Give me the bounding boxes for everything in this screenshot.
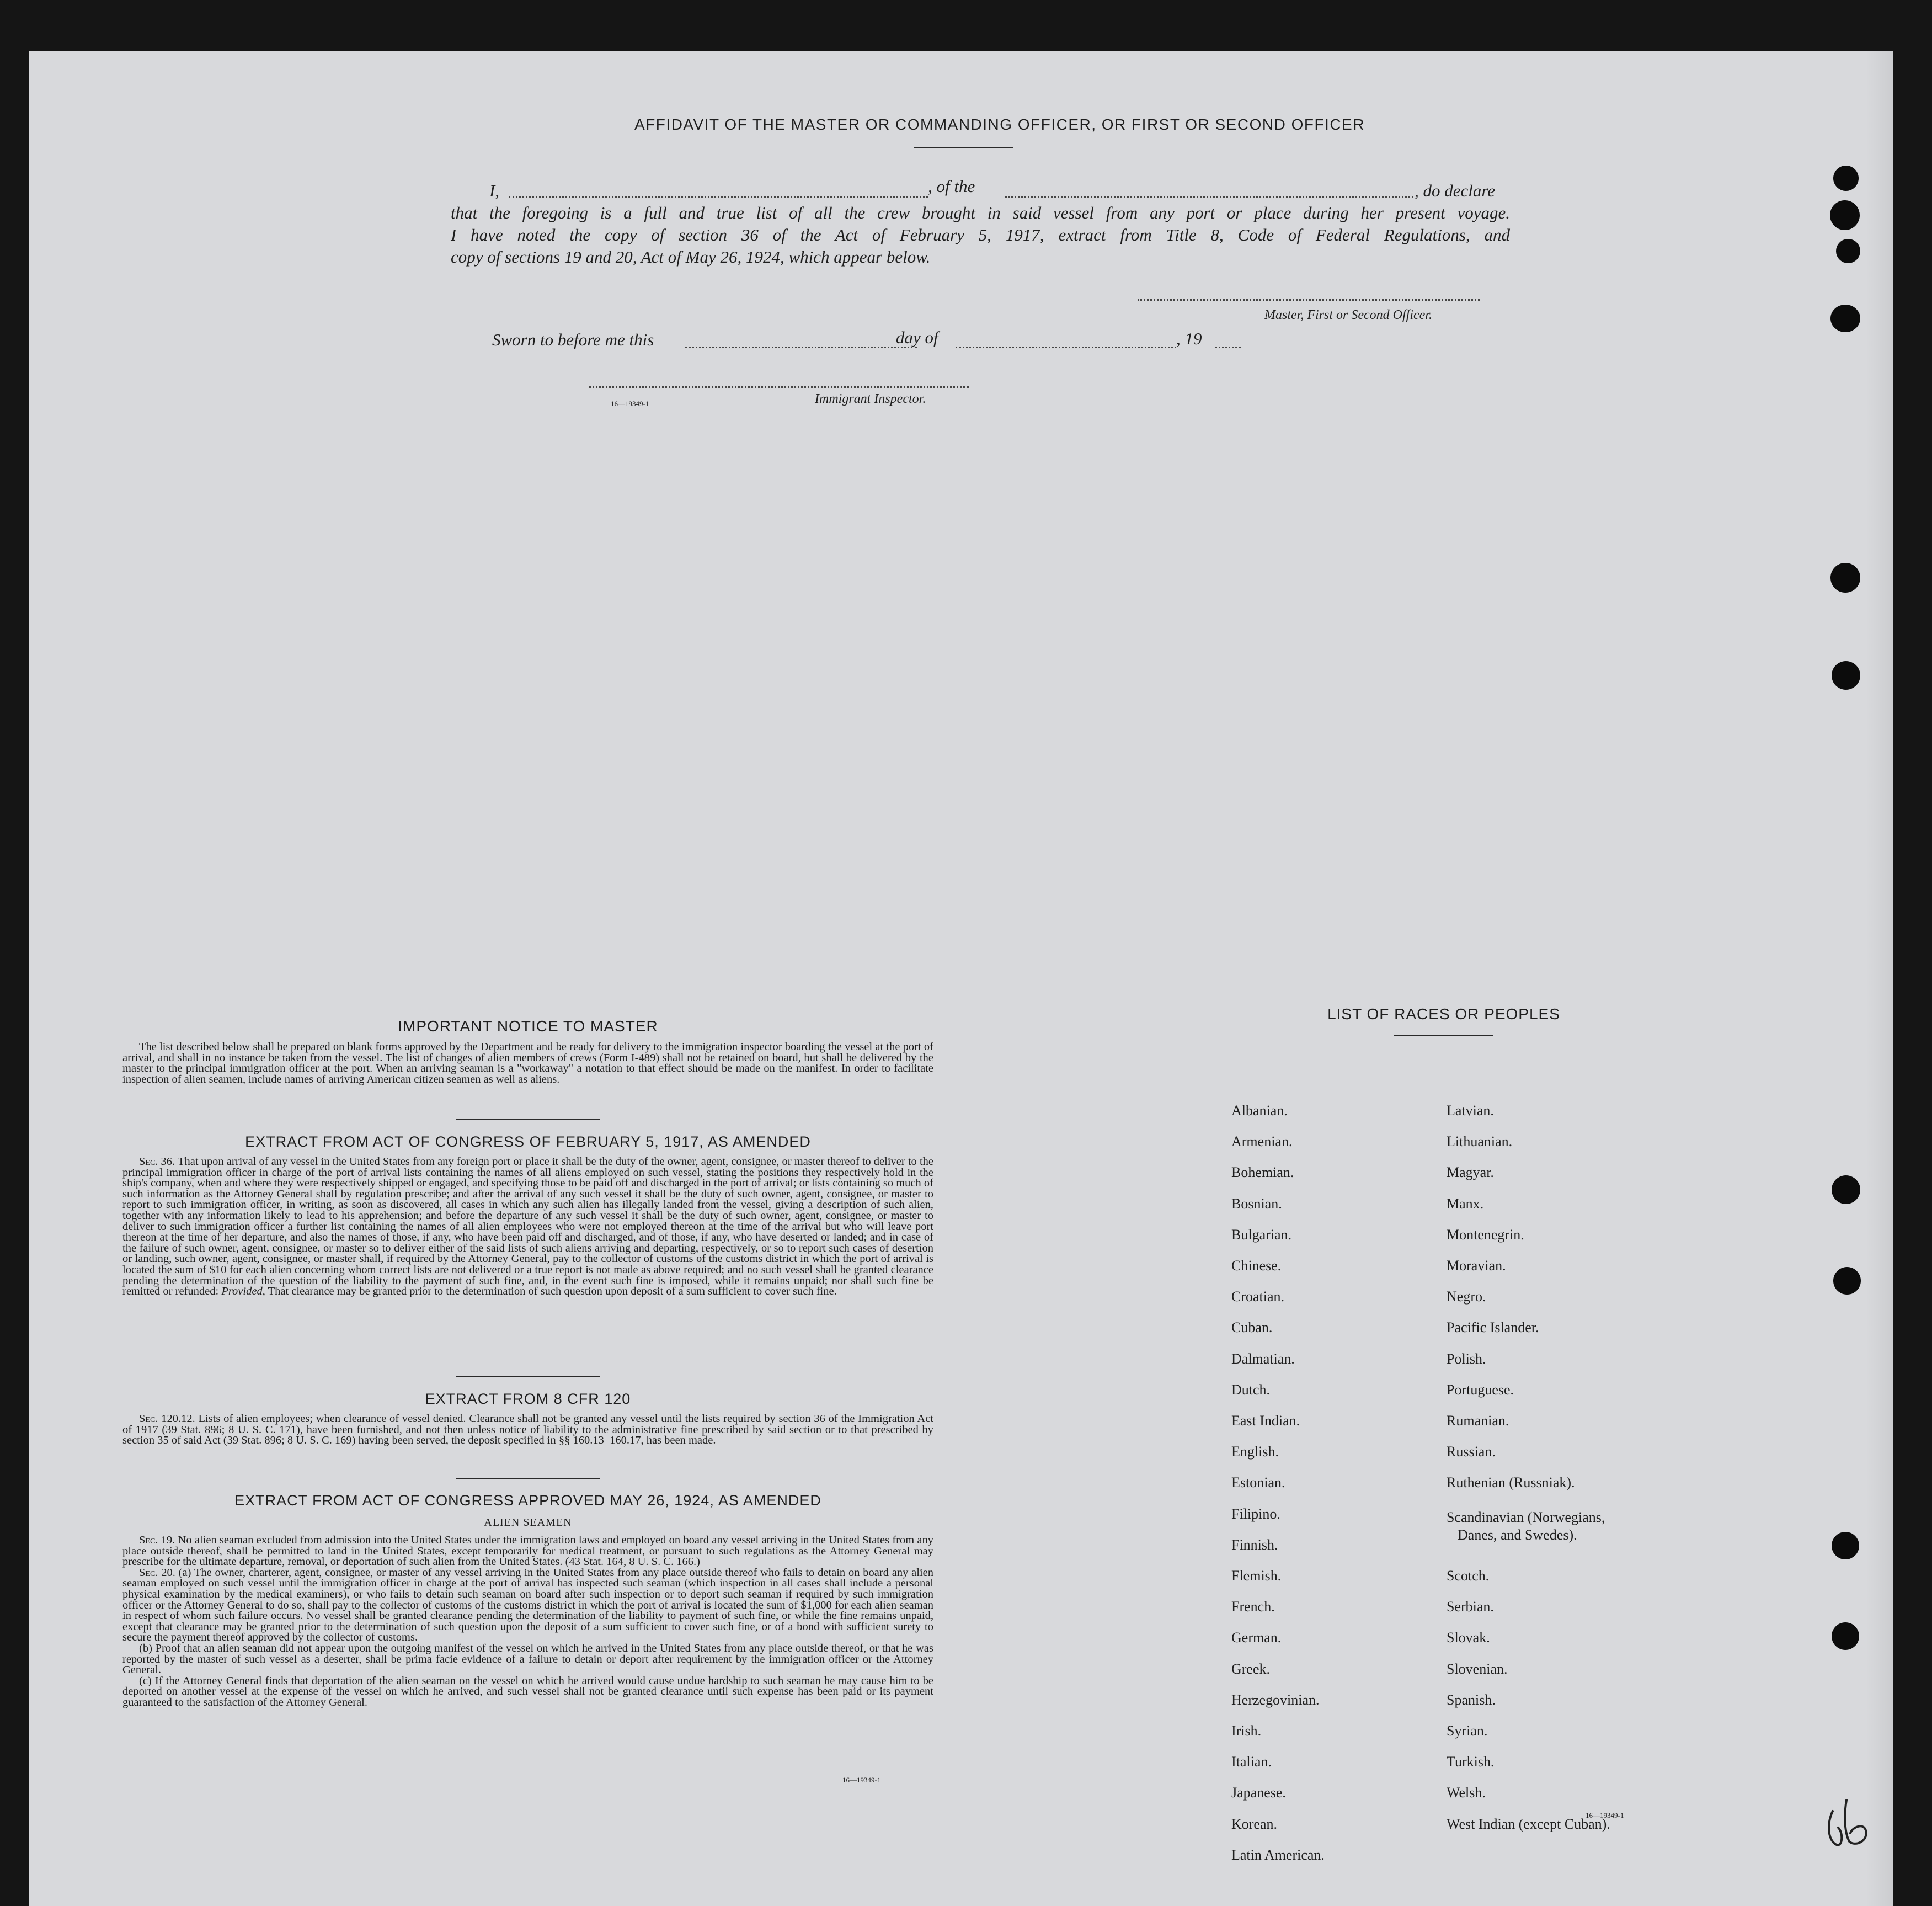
race-item: Pacific Islander.	[1447, 1319, 1539, 1336]
race-item: Slovenian.	[1447, 1660, 1508, 1677]
notice-title: IMPORTANT NOTICE TO MASTER	[398, 1018, 658, 1035]
punch-hole	[1833, 166, 1859, 191]
race-item: East Indian.	[1231, 1413, 1300, 1429]
race-item: Scotch.	[1447, 1568, 1490, 1584]
extract-cfr-body	[122, 1414, 933, 1446]
race-item: Dalmatian.	[1231, 1350, 1295, 1367]
race-item: French.	[1231, 1599, 1275, 1615]
race-item: Flemish.	[1231, 1568, 1282, 1584]
race-item: Latvian.	[1447, 1103, 1494, 1119]
race-item: Bulgarian.	[1231, 1226, 1292, 1243]
race-item: Japanese.	[1231, 1785, 1286, 1801]
sworn-year-blank[interactable]	[1215, 331, 1241, 348]
races-title-underline	[1394, 1035, 1493, 1036]
race-item: West Indian (except Cuban).	[1447, 1816, 1610, 1832]
race-item: Filipino.	[1231, 1505, 1280, 1522]
race-item: Ruthenian (Russniak).	[1447, 1474, 1575, 1491]
affidavit-i-label: I,	[489, 181, 500, 200]
sec-19-label: Sec. 19.	[139, 1534, 175, 1546]
race-item: Polish.	[1447, 1350, 1486, 1367]
punch-hole	[1832, 1532, 1859, 1559]
vessel-name-blank[interactable]	[1005, 180, 1413, 198]
race-item: Danes, and Swedes).	[1458, 1526, 1577, 1543]
notice-paragraph: The list described below shall be prepared on blank forms approved by the Department and be ready for delivery to the immigration inspector boarding the vessel at the port of arrival, and shall in no instance be taken from the vessel. The list of changes of alien members of crews (Form I-489) shall not be retained on board, but shall be delivered by the master to the principal immigration officer at the port. When an arriving seaman is a "workaway" a notation to that effect should be made on the manifest. In order to facilitate inspection of alien seamen, include names of arriving American citizen seamen as well as aliens.	[122, 1041, 933, 1085]
day-of-label: day of	[896, 328, 938, 347]
race-item: Manx.	[1447, 1195, 1484, 1212]
race-item: Greek.	[1231, 1660, 1271, 1677]
punch-hole	[1832, 1175, 1860, 1204]
extract-1917-divider	[456, 1376, 600, 1377]
alien-seamen-subtitle: ALIEN SEAMEN	[484, 1516, 572, 1529]
affidavit-do-declare-label: , do declare	[1415, 181, 1496, 200]
race-item: Herzegovinian.	[1231, 1691, 1320, 1708]
punch-hole	[1830, 563, 1860, 593]
race-item: Slovak.	[1447, 1630, 1490, 1646]
race-item: Scandinavian (Norwegians,	[1447, 1509, 1605, 1525]
extract-cfr-title: EXTRACT FROM 8 CFR 120	[425, 1391, 631, 1407]
race-item: Rumanian.	[1447, 1413, 1509, 1429]
sec-120-label: Sec. 120.12.	[139, 1413, 195, 1425]
punch-hole	[1833, 1267, 1861, 1295]
race-item: Bohemian.	[1231, 1164, 1294, 1181]
race-item: Bosnian.	[1231, 1195, 1282, 1212]
affidavit-title: AFFIDAVIT OF THE MASTER OR COMMANDING OFFICER, OR FIRST OR SECOND OFFICER	[634, 116, 1365, 133]
race-item: Lithuanian.	[1447, 1133, 1513, 1150]
inspector-signature-line[interactable]	[589, 385, 969, 388]
sec-20b-text: (b) Proof that an alien seaman did not appear upon the outgoing manifest of the vessel on which he arrived in the United States from any place outside thereof, or that he was reported by the master of such vessel as a deserter, shall be prima facie evidence of a failure to detain or deport after requirement by the immigration officer or the Attorney General.	[122, 1642, 933, 1676]
race-item: Finnish.	[1231, 1536, 1278, 1553]
sec-19-text: No alien seaman excluded from admission into the United States under the immigration laws and employed on board any vessel arriving in the United States from any place outside thereof, shall be permitted to land in the United States, except temporarily for medical treatment, or pursuant to such regulations as the Attorney General may prescribe for the ultimate departure, removal, or deportation of such alien from the United States. (43 Stat. 164, 8 U. S. C. 166.)	[122, 1534, 934, 1568]
race-item: Spanish.	[1447, 1691, 1496, 1708]
sec-20-label: Sec. 20.	[139, 1566, 175, 1579]
sec-36-text: That upon arrival of any vessel in the United States from any foreign port or place it shall be the duty of the owner, agent, consignee, or master thereof to deliver to the principal immigration officer in charge of the port of arrival lists containing the names of all aliens employed on such vessel, stating the positions they respectively hold in the ship's company, when and where they were respectively shipped or engaged, and specifying those to be paid off and discharged in the port of arrival; or lists containing so much of such information as the Attorney General shall by regulation prescribe; and after the arrival of any such vessel it shall be the duty of such owner, agent, consignee, or master to report to such immigration officer, in writing, as soon as discovered, all cases in which any such alien has illegally landed from the vessel, giving a description of such alien, together with any information likely to lead to his apprehension; and before the departure of any such vessel it shall be the duty of such owner, agent, consignee, or master to deliver to such immigration officer a further list containing the names of all alien employees who were not employed thereon at the time of the arrival but who will leave port thereon at the time of her departure, and also the names of those, if any, who have been paid off and discharged, and of those, if any, who have deserted or landed; and in case of the failure of such owner, agent, consignee, or master so to deliver either of the said lists of such aliens arriving and departing, respectively, or so to report such cases of desertion or landing, such owner, agent, consignee, or master shall, if required by the Attorney General, pay to the collector of customs of the customs district in which the port of arrival is located the sum of $10 for each alien concerning whom correct lists are not delivered or a true report is not made as above required; and no such vessel shall be granted clearance pending the determination of the question of the liability to the payment of such fine, and, in the event such fine is imposed, while it remains unpaid; nor shall such fine be remitted or refunded:	[122, 1156, 933, 1298]
master-name-blank[interactable]	[509, 180, 928, 198]
form-number-top: 16—19349-1	[611, 400, 649, 408]
race-item: Italian.	[1231, 1754, 1272, 1770]
race-item: Montenegrin.	[1447, 1226, 1524, 1243]
extract-1924-body	[122, 1535, 933, 1708]
race-item: Korean.	[1231, 1816, 1278, 1832]
race-item: Croatian.	[1231, 1289, 1285, 1305]
race-item: Chinese.	[1231, 1258, 1282, 1274]
extract-1924-title: EXTRACT FROM ACT OF CONGRESS APPROVED MAY 26, 1924, AS AMENDED	[234, 1492, 821, 1509]
race-item: English.	[1231, 1444, 1279, 1460]
title-underline	[914, 147, 1013, 148]
race-item: Latin American.	[1231, 1846, 1325, 1863]
race-item: German.	[1231, 1630, 1282, 1646]
master-signature-caption: Master, First or Second Officer.	[1264, 308, 1432, 322]
race-item: Syrian.	[1447, 1723, 1488, 1739]
affidavit-line-2: that the foregoing is a full and true list of all the crew brought in said vessel from any port or place during her present voyage.	[451, 203, 1510, 222]
race-item: Albanian.	[1231, 1103, 1288, 1119]
form-number-bottom-right: 16—19349-1	[1586, 1811, 1624, 1819]
race-item: Negro.	[1447, 1289, 1486, 1305]
punch-hole	[1830, 200, 1860, 230]
affidavit-line-4: copy of sections 19 and 20, Act of May 26, 1924, which appear below.	[451, 247, 931, 267]
inspector-caption: Immigrant Inspector.	[815, 392, 926, 406]
race-item: Serbian.	[1447, 1599, 1494, 1615]
punch-hole	[1832, 1622, 1859, 1650]
extract-1917-title: EXTRACT FROM ACT OF CONGRESS OF FEBRUARY 5, 1917, AS AMENDED	[245, 1133, 811, 1150]
sec-20c-text: (c) If the Attorney General finds that deportation of the alien seaman on the vessel on which he arrived would cause undue hardship to such seaman he may cause him to be deported on another vessel at the expense of the vessel on which he arrived, and such vessel shall not be granted clearance until such expense has been paid or its payment guaranteed to the satisfaction of the Attorney General.	[122, 1674, 933, 1708]
notice-body	[122, 1042, 933, 1085]
notice-divider	[456, 1119, 600, 1120]
races-title: LIST OF RACES OR PEOPLES	[1327, 1005, 1560, 1023]
race-item: Russian.	[1447, 1444, 1496, 1460]
master-signature-line[interactable]	[1138, 298, 1480, 301]
provided-label: Provided,	[221, 1285, 265, 1298]
extract-cfr-divider	[456, 1478, 600, 1479]
sworn-month-blank[interactable]	[956, 331, 1176, 348]
sec-36-text-end: That clearance may be granted prior to the determination of such question upon deposit of a sum sufficient to cover such fine.	[268, 1285, 837, 1298]
race-item: Armenian.	[1231, 1133, 1293, 1150]
sec-36-label: Sec. 36.	[139, 1156, 175, 1168]
race-item: Cuban.	[1231, 1319, 1273, 1336]
sec-120-text: Lists of alien employees; when clearance of vessel denied. Clearance shall not be granted any vessel until the lists required by section 36 of the Immigration Act of 1917 (39 Stat. 896; 8 U. S. C. 171), have been furnished, and not then unless notice of liability to the administrative fine prescribed by said section or to that prescribed by section 35 of said Act (39 Stat. 896; 8 U. S. C. 169) having been served, the deposit specified in §§ 160.13–160.17, has been made.	[122, 1413, 933, 1447]
form-number-bottom-left: 16—19349-1	[842, 1776, 881, 1784]
race-item: Turkish.	[1447, 1754, 1495, 1770]
punch-hole	[1832, 661, 1860, 690]
race-item: Moravian.	[1447, 1258, 1506, 1274]
handwritten-mark	[1816, 1789, 1882, 1855]
punch-hole	[1830, 305, 1860, 332]
race-item: Welsh.	[1447, 1785, 1486, 1801]
race-item: Magyar.	[1447, 1164, 1494, 1181]
punch-hole	[1836, 239, 1860, 263]
race-item: Dutch.	[1231, 1381, 1271, 1398]
affidavit-of-the-label: , of the	[928, 177, 975, 196]
race-item: Irish.	[1231, 1723, 1262, 1739]
race-item: Estonian.	[1231, 1474, 1285, 1491]
sec-20a-text: (a) The owner, charterer, agent, consignee, or master of any vessel arriving in the United States from any place outside thereof who fails to detain on board any alien seaman employed on such vessel until the immigration officer in charge at the port of arrival has inspected such seaman (which inspection in all cases shall include a personal physical examination by the medical examiners), or who fails to detain such seaman on board after such inspection or to deport such seaman if required by such immigration officer or the Attorney General to do so, shall pay to the collector of customs of the customs district in which the port of arrival is located the sum of $1,000 for each alien seaman in respect of whom such failure occurs. No vessel shall be granted clearance pending the determination of the liability to payment of such fine, or while the fine remains unpaid, except that clearance may be granted prior to the determination of such question upon the deposit of a sum sufficient to cover such fine, or of a bond with sufficient surety to secure the payment thereof approved by the collector of customs.	[122, 1566, 933, 1644]
year-label: , 19	[1176, 329, 1202, 348]
race-item: Portuguese.	[1447, 1381, 1514, 1398]
form-page	[29, 51, 1893, 1906]
affidavit-line-3: I have noted the copy of section 36 of the Act of February 5, 1917, extract from Title 8, Code of Federal Regulations, and	[451, 225, 1510, 244]
sworn-day-blank[interactable]	[685, 331, 917, 348]
extract-1917-body	[122, 1157, 933, 1297]
sworn-label: Sworn to before me this	[492, 330, 654, 349]
